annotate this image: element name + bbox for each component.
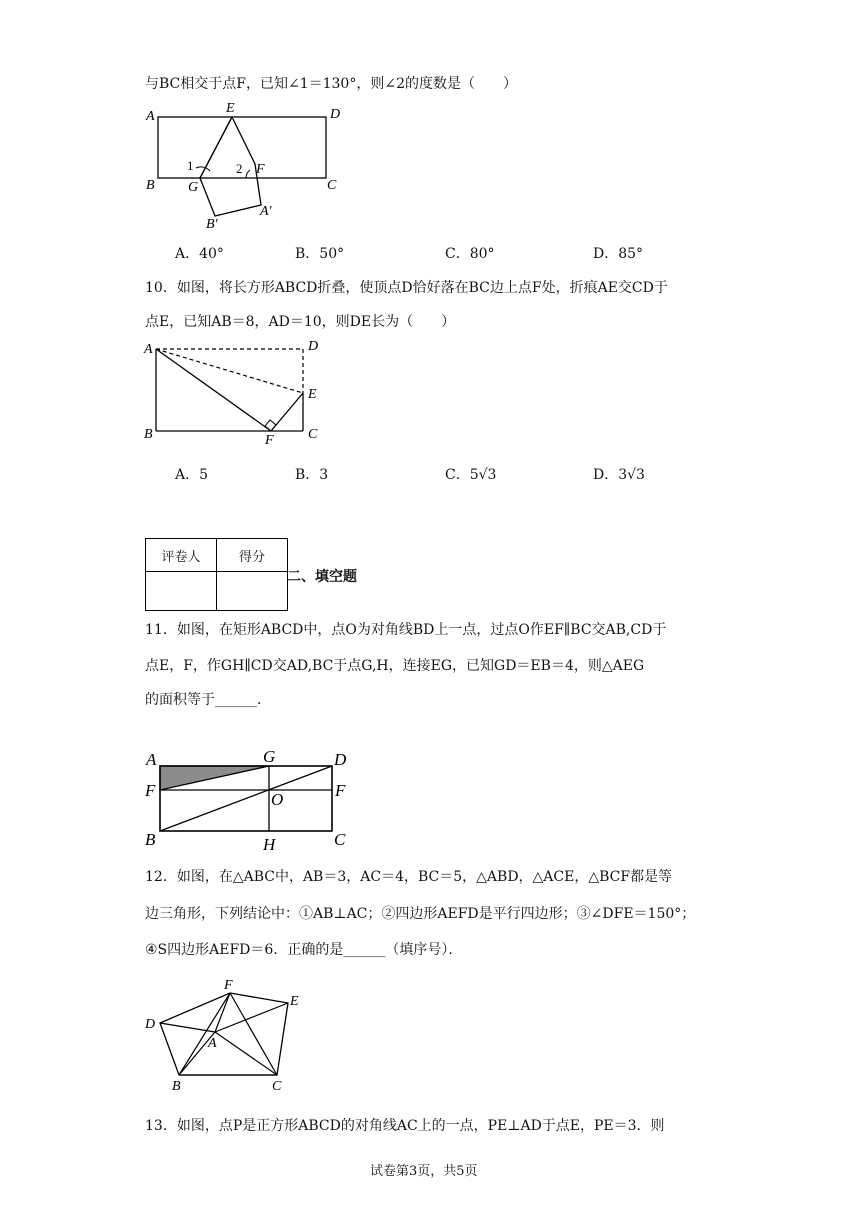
q10-line-af xyxy=(156,349,271,431)
q12-line-ea xyxy=(215,1003,288,1032)
q10-option-c[interactable]: C．5√3 xyxy=(445,467,497,483)
q9-figure xyxy=(140,98,350,238)
q11-label-a: A xyxy=(146,750,157,769)
q9-label-f: F xyxy=(256,162,265,177)
q11-label-f-right: F xyxy=(335,781,346,800)
q10-option-d[interactable]: D．3√3 xyxy=(593,467,645,483)
section-title-fill-blank: 二、填空题 xyxy=(287,569,357,585)
q9-option-c[interactable]: C．80° xyxy=(445,246,495,262)
q9-option-d[interactable]: D．85° xyxy=(593,246,644,262)
q10-label-c: C xyxy=(308,427,318,442)
score-table xyxy=(145,538,288,611)
q10-label-d: D xyxy=(308,339,319,354)
q10-label-e: E xyxy=(308,387,317,402)
q9-label-d: D xyxy=(330,107,341,122)
q10-option-b[interactable]: B．3 xyxy=(295,467,329,483)
q13-line1: 13．如图，点P是正方形ABCD的对角线AC上的一点，PE⊥AD于点E，PE＝3．则 xyxy=(145,1118,665,1134)
q11-figure xyxy=(140,743,355,853)
q9-folded-shape xyxy=(200,117,261,216)
q9-label-e: E xyxy=(226,101,235,116)
q10-line1: 10．如图，将长方形ABCD折叠，使顶点D恰好落在BC边上点F处，折痕AE交CD于 xyxy=(145,280,668,296)
q12-line3: ④S四边形AEFD＝6．正确的是______（填序号）． xyxy=(145,942,463,958)
q11-line1: 11．如图，在矩形ABCD中，点O为对角线BD上一点，过点O作EF∥BC交AB,CD于 xyxy=(145,622,667,638)
q10-dashed-ae xyxy=(156,349,303,393)
q9-label-c: C xyxy=(327,178,337,193)
score-table-reviewer-header: 评卷人 xyxy=(146,539,217,572)
q12-label-c: C xyxy=(272,1079,282,1094)
q9-angle1-arc xyxy=(196,167,210,171)
q12-outline-dfecb xyxy=(160,993,288,1075)
q12-line-fc xyxy=(230,993,277,1075)
q9-stem-tail: 与BC相交于点F，已知∠1＝130°，则∠2的度数是（ ） xyxy=(145,76,517,92)
q11-label-h: H xyxy=(263,835,276,853)
q12-label-f: F xyxy=(224,978,233,993)
q10-option-a[interactable]: A．5 xyxy=(175,467,209,483)
q9-label-a: A xyxy=(146,109,155,124)
q12-label-a: A xyxy=(208,1036,217,1051)
q12-label-e: E xyxy=(290,994,299,1009)
q9-option-b[interactable]: B．50° xyxy=(295,246,345,262)
q9-label-bprime: B′ xyxy=(206,217,218,232)
q10-label-f: F xyxy=(265,433,274,446)
score-table-score-cell[interactable] xyxy=(217,572,288,611)
q10-right-angle-mark xyxy=(265,420,276,431)
q11-line2: 点E，F，作GH∥CD交AD,BC于点G,H，连接EG，已知GD＝EB＝4，则△AEG xyxy=(145,658,645,674)
q9-label-2: 2 xyxy=(236,161,243,176)
q10-label-b: B xyxy=(144,427,153,442)
page-footer: 试卷第3页，共5页 xyxy=(370,1164,478,1179)
q11-line3: 的面积等于______． xyxy=(145,692,271,708)
q10-label-a: A xyxy=(144,342,153,357)
q11-label-g: G xyxy=(263,747,276,766)
q12-line-ac xyxy=(215,1032,277,1075)
q11-label-f-left: F xyxy=(145,781,156,800)
q9-angle2-arc xyxy=(246,170,250,178)
q12-line2: 边三角形，下列结论中：①AB⊥AC；②四边形AEFD是平行四边形；③∠DFE＝150°； xyxy=(145,906,696,922)
q9-label-b: B xyxy=(146,178,155,193)
q12-figure xyxy=(140,975,320,1095)
q11-label-c: C xyxy=(334,830,346,849)
q12-line-fb xyxy=(179,993,230,1075)
q11-label-d: D xyxy=(334,750,347,769)
q12-label-b: B xyxy=(172,1079,181,1094)
q10-line2: 点E，已知AB＝8，AD＝10，则DE长为（ ） xyxy=(145,314,456,330)
q9-label-g: G xyxy=(188,180,199,195)
q9-option-a[interactable]: A．40° xyxy=(175,246,224,262)
q12-line1: 12．如图，在△ABC中，AB＝3，AC＝4，BC＝5，△ABD，△ACE，△BCF都是等 xyxy=(145,869,673,885)
score-table-reviewer-cell[interactable] xyxy=(146,572,217,611)
q9-label-1: 1 xyxy=(187,158,194,173)
q11-shaded-triangle-aeg xyxy=(160,766,269,790)
q10-figure xyxy=(140,336,340,446)
q11-label-b: B xyxy=(145,830,156,849)
q11-label-o: O xyxy=(271,790,284,809)
score-table-score-header: 得分 xyxy=(217,539,288,572)
q12-label-d: D xyxy=(145,1017,156,1032)
q9-label-aprime: A′ xyxy=(260,204,272,219)
